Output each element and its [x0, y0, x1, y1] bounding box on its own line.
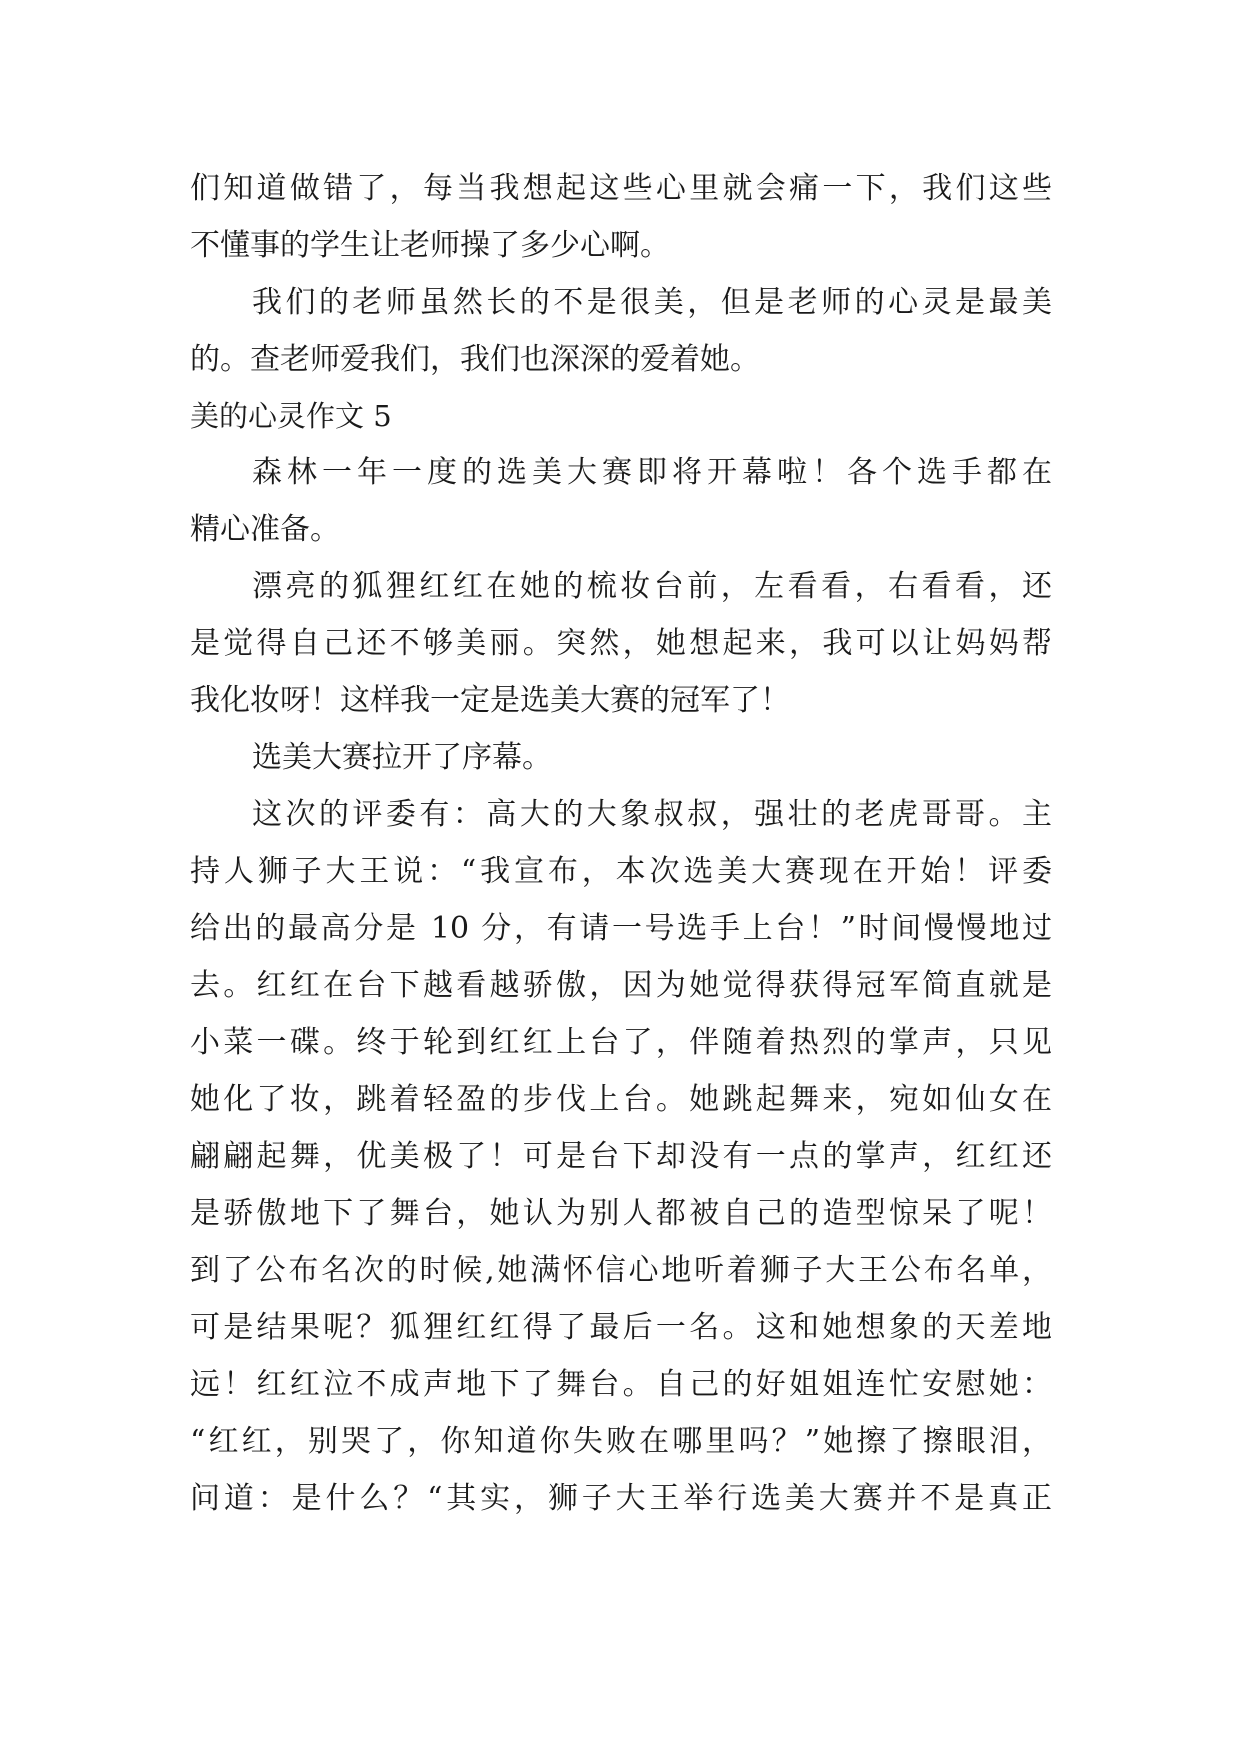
paragraph-start-line: 选美大赛拉开了序幕。	[252, 740, 552, 775]
paragraph-start-line: 我们的老师虽然长的不是很美，但是老师的心灵是最美	[252, 285, 1052, 320]
text-line: 我化妆呀！这样我一定是选美大赛的冠军了！	[190, 683, 790, 718]
paragraph-start-line: 这次的评委有：高大的大象叔叔，强壮的老虎哥哥。主	[252, 797, 1052, 832]
text-line: “红红，别哭了，你知道你失败在哪里吗？”她擦了擦眼泪，	[190, 1424, 1052, 1459]
text-line: 可是结果呢？狐狸红红得了最后一名。这和她想象的天差地	[190, 1310, 1052, 1345]
text-line: 去。红红在台下越看越骄傲，因为她觉得获得冠军简直就是	[190, 968, 1052, 1003]
text-line: 是觉得自己还不够美丽。突然，她想起来，我可以让妈妈帮	[190, 626, 1052, 661]
text-line: 给出的最高分是 10 分，有请一号选手上台！”时间慢慢地过	[190, 911, 1052, 946]
text-line: 的。查老师爱我们，我们也深深的爱着她。	[190, 342, 760, 377]
text-line: 精心准备。	[190, 512, 340, 547]
paragraph-start-line: 漂亮的狐狸红红在她的梳妆台前，左看看，右看看，还	[252, 569, 1052, 604]
text-line: 到了公布名次的时候,她满怀信心地听着狮子大王公布名单，	[190, 1253, 1052, 1288]
text-line: 问道：是什么？“其实，狮子大王举行选美大赛并不是真正	[190, 1481, 1052, 1516]
text-line: 是骄傲地下了舞台，她认为别人都被自己的造型惊呆了呢！	[190, 1196, 1052, 1231]
text-line: 持人狮子大王说：“我宣布，本次选美大赛现在开始！评委	[190, 854, 1052, 889]
text-line: 小菜一碟。终于轮到红红上台了，伴随着热烈的掌声，只见	[190, 1025, 1052, 1060]
text-line: 不懂事的学生让老师操了多少心啊。	[190, 228, 670, 263]
text-line: 翩翩起舞，优美极了！可是台下却没有一点的掌声，红红还	[190, 1139, 1052, 1174]
section-title: 美的心灵作文 5	[190, 399, 392, 433]
text-line: 们知道做错了，每当我想起这些心里就会痛一下，我们这些	[190, 171, 1052, 206]
text-line: 她化了妆，跳着轻盈的步伐上台。她跳起舞来，宛如仙女在	[190, 1082, 1052, 1117]
essay-text	[190, 160, 1052, 1527]
paragraph-start-line: 森林一年一度的选美大赛即将开幕啦！各个选手都在	[252, 455, 1052, 490]
text-line: 远！红红泣不成声地下了舞台。自己的好姐姐连忙安慰她：	[190, 1367, 1052, 1402]
